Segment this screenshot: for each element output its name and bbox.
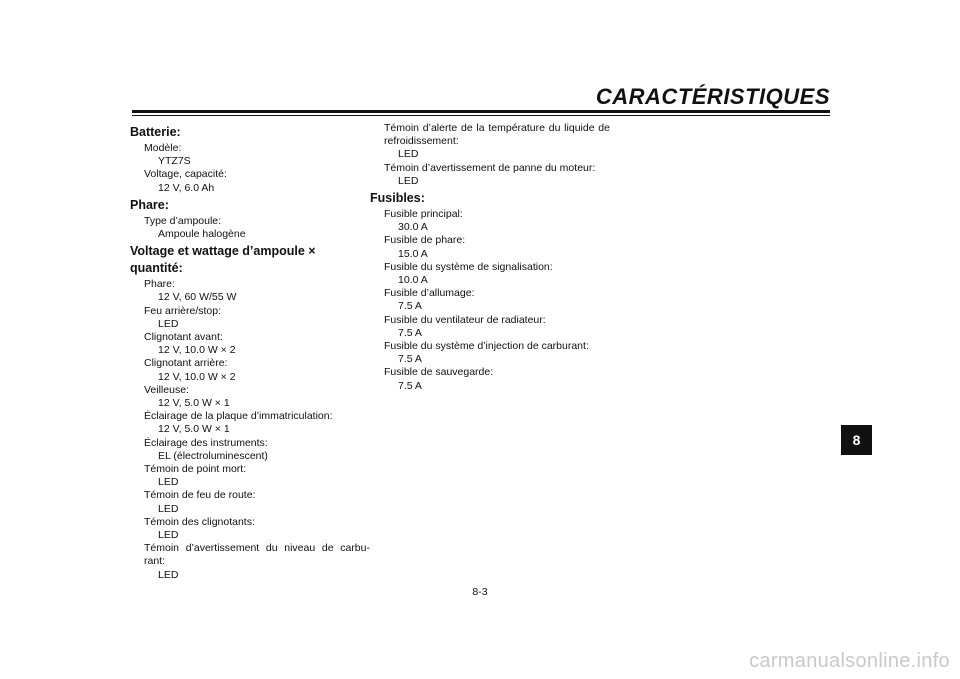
heading-phare: Phare: (130, 197, 169, 212)
spec-label: Témoin d’avertissement du niveau de carbu-rant: (144, 542, 370, 568)
spec-value: LED (398, 148, 419, 161)
spec-label: Fusible de sauvegarde: (384, 366, 494, 379)
spec-label: Clignotant arrière: (144, 357, 228, 370)
right-column (370, 122, 610, 393)
spec-value: LED (158, 502, 179, 515)
spec-label: Témoin des clignotants: (144, 515, 255, 528)
spec-label: Clignotant avant: (144, 331, 223, 344)
spec-label: Feu arrière/stop: (144, 304, 222, 317)
spec-label: Témoin de feu de route: (144, 489, 256, 502)
spec-value: 7.5 A (398, 326, 422, 339)
spec-value: 12 V, 60 W/55 W (158, 291, 237, 304)
spec-label: Témoin d’alerte de la température du liquide de refroidissement: (384, 122, 610, 148)
spec-label: Fusible du ventilateur de radiateur: (384, 313, 546, 326)
spec-value: 12 V, 5.0 W × 1 (158, 423, 230, 436)
left-column (130, 122, 370, 582)
spec-label: Éclairage de la plaque d’immatriculation: (144, 410, 333, 423)
watermark: carmanualsonline.info (749, 650, 950, 672)
heading-batterie: Batterie: (130, 125, 181, 139)
heading-fusibles: Fusibles: (370, 191, 425, 206)
spec-value: LED (158, 317, 179, 330)
spec-value: 12 V, 5.0 W × 1 (158, 397, 230, 410)
spec-label: Veilleuse: (144, 383, 189, 396)
spec-value: 12 V, 10.0 W × 2 (158, 370, 236, 383)
title-rule-thick (132, 110, 830, 113)
label-voltage-capacite: Voltage, capacité: (144, 168, 227, 181)
spec-label: Fusible d’allumage: (384, 287, 475, 300)
chapter-tab: 8 (841, 425, 872, 455)
spec-value: 30.0 A (398, 221, 428, 234)
value-modele: YTZ7S (158, 155, 191, 168)
spec-value: LED (158, 568, 179, 581)
spec-value: 7.5 A (398, 300, 422, 313)
page-number: 8-3 (472, 586, 488, 598)
spec-label: Éclairage des instruments: (144, 436, 268, 449)
spec-value: EL (électroluminescent) (158, 449, 268, 462)
spec-value: LED (158, 529, 179, 542)
spec-value: 7.5 A (398, 379, 422, 392)
spec-value: LED (398, 174, 419, 187)
spec-value: 12 V, 10.0 W × 2 (158, 344, 236, 357)
spec-label: Fusible du système de signalisation: (384, 260, 553, 273)
spec-label: Fusible de phare: (384, 234, 466, 247)
spec-label: Phare: (144, 278, 175, 291)
spec-label: Fusible principal: (384, 208, 463, 221)
spec-value: 15.0 A (398, 247, 428, 260)
heading-voltage-wattage: Voltage et wattage d’ampoule × quantité: (130, 244, 316, 276)
value-voltage-capacite: 12 V, 6.0 Ah (158, 181, 215, 194)
page-title: CARACTÉRISTIQUES (595, 84, 830, 109)
spec-value: 10.0 A (398, 274, 428, 287)
spec-label: Témoin de point mort: (144, 463, 247, 476)
label-modele: Modèle: (144, 142, 182, 154)
spec-value: 7.5 A (398, 353, 422, 366)
title-rule-thin (132, 115, 830, 116)
spec-value: LED (158, 476, 179, 489)
value-type-ampoule: Ampoule halogène (158, 228, 246, 241)
label-type-ampoule: Type d’ampoule: (144, 214, 222, 227)
spec-label: Témoin d’avertissement de panne du moteur: (384, 161, 596, 174)
spec-label: Fusible du système d’injection de carburant: (384, 340, 589, 353)
